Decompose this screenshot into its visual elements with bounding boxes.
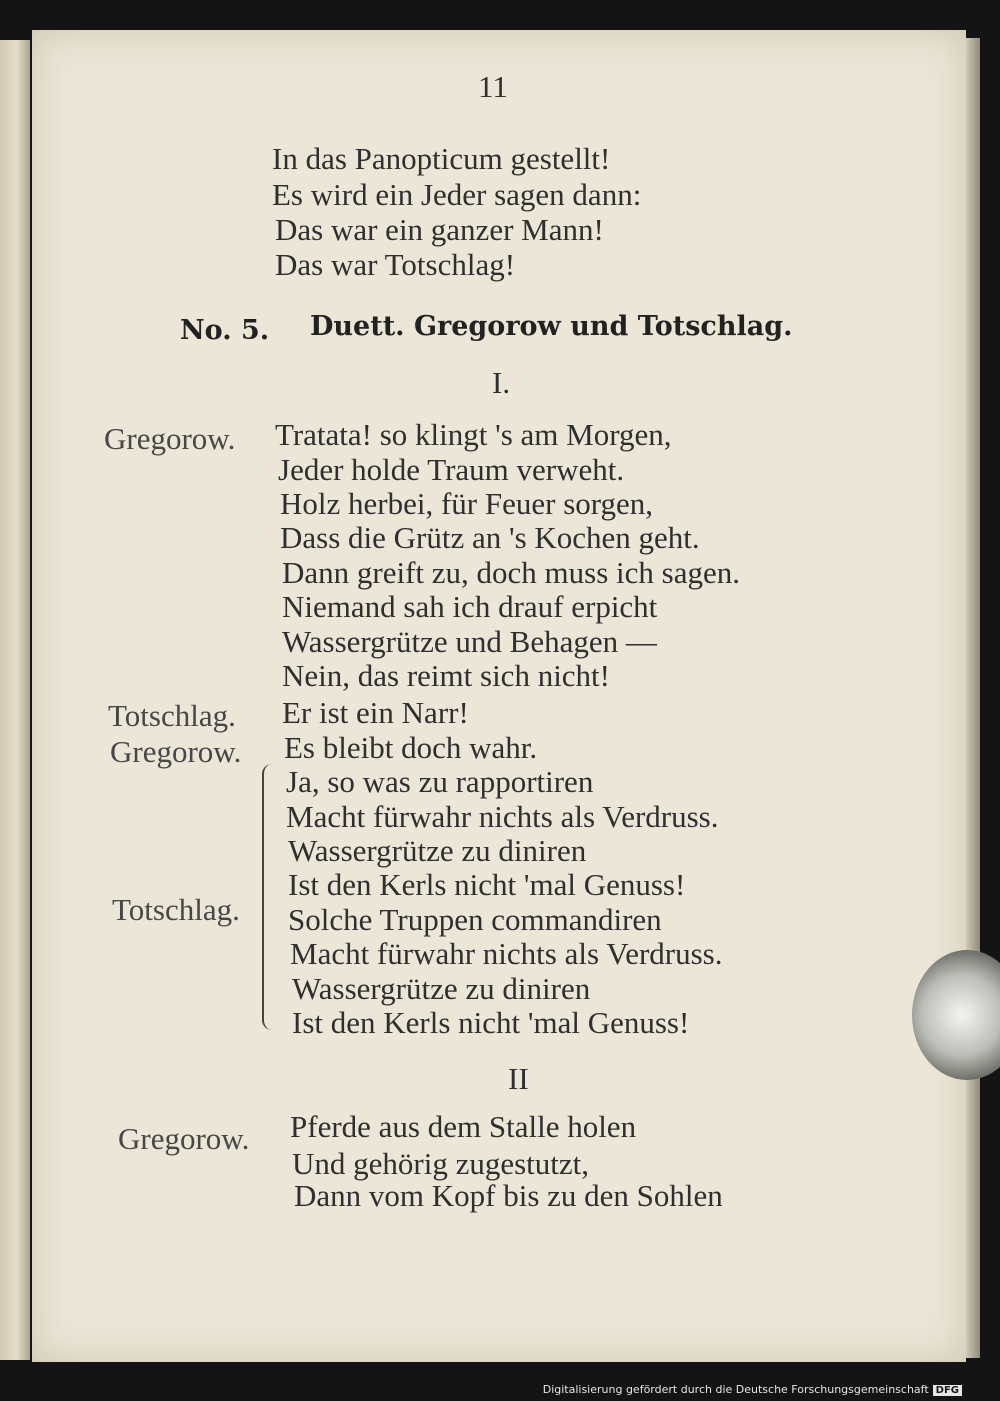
verse-line: Niemand sah ich drauf erpicht bbox=[282, 589, 658, 624]
digitization-footer bbox=[543, 1383, 962, 1396]
verse-line: Ist den Kerls nicht 'mal Genuss! bbox=[292, 1005, 690, 1040]
song-number: No. 5. bbox=[180, 315, 270, 346]
verse-line: Das war Totschlag! bbox=[275, 247, 516, 282]
verse-line: Das war ein ganzer Mann! bbox=[275, 212, 604, 247]
adjacent-page-edge bbox=[0, 40, 30, 1360]
verse-line: Wassergrütze und Behagen — bbox=[282, 624, 657, 659]
verse-line: Jeder holde Traum verweht. bbox=[278, 452, 625, 487]
footer-text: Digitalisierung gefördert durch die Deutsche Forschungsgemeinschaft bbox=[542, 1383, 929, 1396]
speaker-label: Gregorow. bbox=[110, 734, 242, 769]
verse-line: In das Panopticum gestellt! bbox=[272, 141, 611, 176]
verse-line: Tratata! so klingt 's am Morgen, bbox=[275, 417, 672, 452]
verse-line: Ist den Kerls nicht 'mal Genuss! bbox=[288, 867, 686, 902]
section-marker-one: I. bbox=[492, 365, 511, 400]
speaker-label: Gregorow. bbox=[118, 1121, 250, 1156]
song-title: Duett. Gregorow und Totschlag. bbox=[310, 311, 793, 342]
dfg-logo: DFG bbox=[933, 1385, 962, 1396]
verse-line: Dann greift zu, doch muss ich sagen. bbox=[282, 555, 740, 590]
verse-line: Nein, das reimt sich nicht! bbox=[282, 658, 610, 693]
speaker-brace bbox=[262, 764, 274, 1030]
verse-line: Dass die Grütz an 's Kochen geht. bbox=[280, 520, 700, 555]
page-number: 11 bbox=[478, 69, 508, 104]
verse-line: Wassergrütze zu diniren bbox=[292, 971, 591, 1006]
verse-line: Es wird ein Jeder sagen dann: bbox=[272, 177, 642, 212]
verse-line: Und gehörig zugestutzt, bbox=[292, 1146, 590, 1181]
verse-line: Holz herbei, für Feuer sorgen, bbox=[280, 486, 654, 521]
verse-line: Solche Truppen commandiren bbox=[288, 902, 662, 937]
verse-line: Dann vom Kopf bis zu den Sohlen bbox=[294, 1178, 723, 1213]
speaker-label: Gregorow. bbox=[104, 421, 236, 456]
speaker-label: Totschlag. bbox=[108, 698, 236, 733]
verse-line: Wassergrütze zu diniren bbox=[288, 833, 587, 868]
verse-line: Er ist ein Narr! bbox=[282, 695, 469, 730]
verse-line: Es bleibt doch wahr. bbox=[284, 730, 538, 765]
verse-line: Pferde aus dem Stalle holen bbox=[290, 1109, 637, 1144]
speaker-label: Totschlag. bbox=[112, 892, 240, 927]
verse-line: Ja, so was zu rapportiren bbox=[286, 764, 594, 799]
verse-line: Macht fürwahr nichts als Verdruss. bbox=[290, 936, 723, 971]
verse-line: Macht fürwahr nichts als Verdruss. bbox=[286, 799, 719, 834]
section-marker-two: II bbox=[508, 1061, 529, 1096]
page-stack-edge bbox=[966, 38, 980, 1358]
